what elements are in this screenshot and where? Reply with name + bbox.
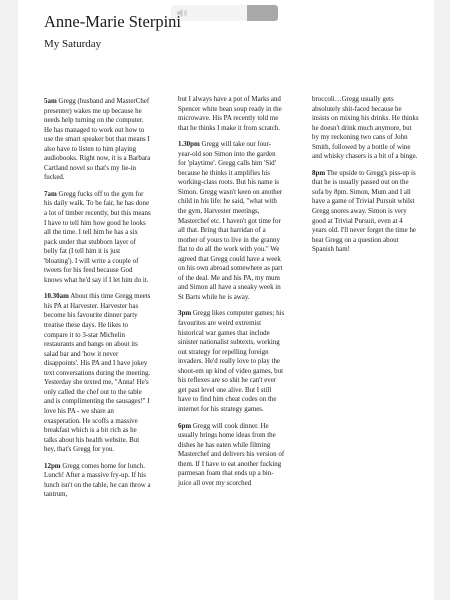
text-column-1 [44,97,151,507]
article-paragraph [44,190,151,285]
time-label: 10.30am [44,292,69,301]
audio-progress-track[interactable] [171,5,247,21]
paragraph-text: About this time Gregg meets his PA at Harvester. Harvester has become his favourite dinner party treatise these days. He likes to compare it to 3-star Michelin restaurants and bangs on about its salad bar and 'how it never disappoints'. His PA and I have jokey text conversations during the meeting. Yesterday she texted me, "Anna! He's only called the chef out to the table and is complimenting the sausages!" I love his PA - we share an exasperation. He scoffs a massive breakfast which is a bit rich as he talks about his health website. But hey, that's Gregg for you. [44,292,151,454]
paragraph-text: but I always have a pot of Marks and Spencer white bean soup ready in the microwave. His PA recently told me that he thinks I make it from scratch. [178,95,282,132]
time-label: 3pm [178,309,192,318]
author-name: Anne-Marie Sterpini [44,12,182,31]
article-paragraph [178,95,285,133]
paragraph-text: Gregg will cook dinner. He usually brings home ideas from the dishes he has eaten while filming Masterchef and delivers his version of them. If I have to eat another fucking parmesan foam that ends up a bin-juice all over my scorched [178,421,285,487]
article-paragraph [44,97,151,183]
article-paragraph [44,462,151,500]
time-label: 12pm [44,461,61,470]
paragraph-text: Gregg (husband and MasterChef presenter) wakes me up because he needs help turning on the computer. He has managed to work out how to use the smart speaker but that means I also have to listen to him playing audiobooks. Right now, it is a Barbara Cartland novel so that's my lie-in fucked. [44,97,151,182]
text-column-2 [178,95,285,495]
article-paragraph [178,422,285,489]
time-label: 1.30pm [178,140,200,149]
paragraph-text: Gregg likes computer games; his favourites are weird extremist historical war games that include sinister nationalist subtexts, working out strategy for repelling foreign invaders. He'd really love to play the shoot-em up kind of video games, but his reflexes are so shit he can't ever get past level one alive. But I still have to find him cheat codes on the internet for his strategy games. [178,309,285,413]
time-label: 6pm [178,421,192,430]
article-paragraph [178,309,285,414]
audio-play-button[interactable] [247,5,278,21]
text-column-3 [312,95,419,262]
paragraph-text: Gregg fucks off to the gym for his daily walk. To be fair, he has done a lot of timber recently, but this means I have to tell him how good he looks all the time. I tell him he has a six pack under that stubborn layer of belly fat (I tell him it is just 'bloating'). I will write a couple of tweets for his feed because God knows what he'd say if I let him do it. [44,189,151,284]
paragraph-text: Gregg will take our four-year-old son Simon into the garden for 'playtime'. Gregg calls him 'Sid' because he thinks it amplifies his working-class roots. But his name is Simon. Gregg wasn't keen on another child in his life: he said, "what with the gym, Harvester meetings, Masterchef etc. I haven't got time for all that. Bring that harridan of a mother of yours to live in the granny flat to do all the work with you." We agreed that Gregg could have a week on his own abroad somewhere as part of the deal. Me and his PA, my mum and Simon all have a sneaky week in St Barts while he is away. [178,140,283,301]
article-paragraph [312,95,419,162]
paragraph-text: Gregg comes home for lunch. Lunch! After a massive fry-up. If his lunch isn't on the table, he can throw a tantrum, [44,461,151,499]
article-paragraph [178,140,285,302]
paragraph-text: The upside to Gregg's piss-up is that he is usually passed out on the sofa by 8pm. Simon, Mum and I all have a game of Trivial Pursuit whilst Gregg snores away. Simon is very good at Trivial Pursuit, even at 4 years old. I'll never forget the time he beat Gregg on a question about Spanish ham! [312,168,416,254]
time-label: 8pm [312,168,326,177]
time-label: 5am [44,97,57,105]
article-paragraph [312,169,419,255]
paragraph-text: broccoli…Gregg usually gets absolutely shit-faced because he insists on mixing his drinks. He thinks he doesn't drink much anymore, but by my reckoning two cans of John Smith, followed by a bottle of wine and whisky chasers is a bit of a binge. [312,95,419,161]
article-paragraph [44,292,151,454]
audio-player[interactable] [171,5,278,21]
time-label: 7am [44,189,57,198]
article-title: My Saturday [44,38,102,50]
